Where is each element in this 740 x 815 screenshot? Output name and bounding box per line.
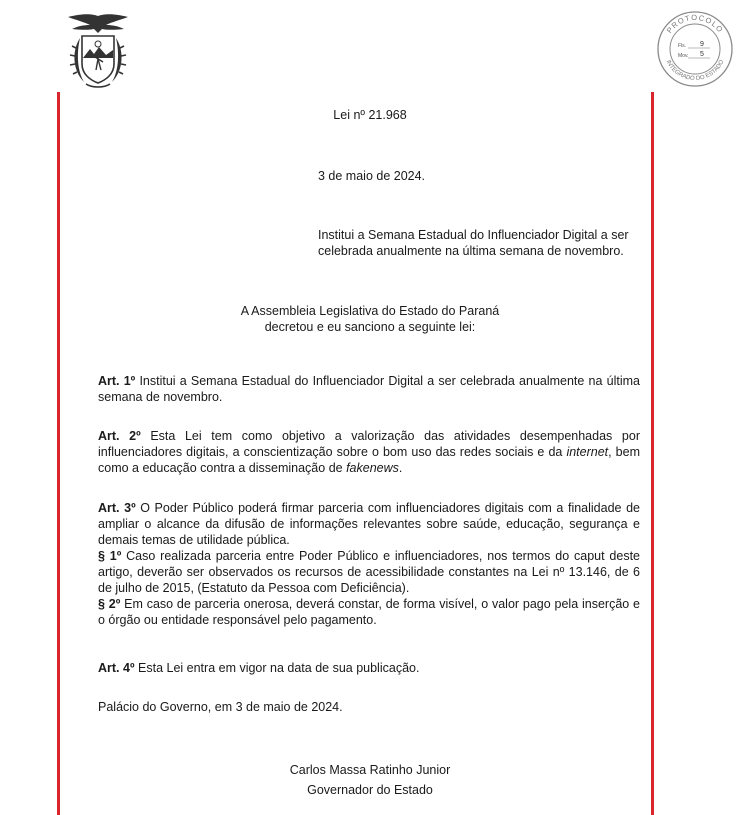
article-3-paragraph-2 [98, 596, 640, 628]
law-number: Lei nº 21.968 [333, 108, 407, 122]
article-3-text: O Poder Público poderá firmar parceria com influenciadores digitais com a finalidade de ampliar o alcance da difusão de informações relevantes sobre saúde, educação, segurança e demais temas de utilidade pública. [98, 501, 640, 547]
stamp-fls-label: Fls. [678, 43, 687, 49]
law-summary [318, 227, 648, 259]
article-2-text-b: , bem como a educação contra a disseminação de [98, 445, 640, 475]
protocol-stamp-icon [656, 10, 734, 88]
preamble-line-1: A Assembleia Legislativa do Estado do Paraná [240, 304, 500, 318]
article-3-paragraph-2-text: Em caso de parceria onerosa, deverá constar, de forma visível, o valor pago pela inserção e o órgão ou entidade responsável pelo pagamento. [98, 597, 640, 627]
article-1-text: Institui a Semana Estadual do Influenciador Digital a ser celebrada anualmente na última semana de novembro. [98, 374, 640, 404]
article-2-text-c: . [398, 461, 403, 475]
article-4 [98, 660, 640, 676]
right-margin-rule [651, 92, 654, 815]
article-2-text-a: Esta Lei tem como objetivo a valorização das atividades desempenhadas por influenciadores digitais, a conscientização sobre o bom uso das redes sociais e da [98, 429, 640, 459]
signer-name: Carlos Massa Ratinho Junior [289, 763, 451, 777]
article-1-label: Art. 1º [98, 374, 136, 388]
article-2 [98, 428, 640, 476]
article-3-paragraph-2-label: § 2º [98, 597, 121, 611]
article-2-fakenews: fakenews [346, 461, 399, 475]
article-3-paragraph-1 [98, 548, 640, 596]
stamp-fls-value: 9 [700, 41, 704, 48]
parana-coat-of-arms-icon [62, 12, 134, 92]
preamble-line-2: decretou e eu sanciono a seguinte lei: [264, 320, 476, 334]
stamp-bottom-text: INTEGRADO DO ESTADO [664, 59, 726, 83]
left-margin-rule [57, 92, 60, 815]
signature-block [0, 760, 740, 800]
law-date: 3 de maio de 2024. [318, 169, 426, 183]
article-4-text: Esta Lei entra em vigor na data de sua publicação. [138, 661, 420, 675]
article-3-paragraph-1-label: § 1º [98, 549, 122, 563]
article-2-internet: internet [566, 445, 609, 459]
stamp-mov-label: Mov. [678, 53, 689, 59]
article-3-paragraph-1-text: Caso realizada parceria entre Poder Público e influenciadores, nos termos do caput deste artigo, deverão ser observados os recursos de acessibilidade constantes na Lei nº 13.146, de 6 de julho de 2015, (Estatuto da Pessoa com Deficiência). [98, 549, 640, 595]
signer-title: Governador do Estado [307, 783, 433, 797]
article-2-label: Art. 2º [98, 429, 141, 443]
stamp-mov-value: 5 [700, 51, 704, 58]
article-3 [98, 500, 640, 628]
article-3-caput [98, 500, 640, 548]
article-1 [98, 373, 640, 405]
article-3-label: Art. 3º [98, 501, 136, 515]
preamble [0, 303, 740, 335]
article-4-label: Art. 4º [98, 661, 135, 675]
stamp-top-text: PROTOCOLO [664, 12, 726, 35]
closing: Palácio do Governo, em 3 de maio de 2024. [98, 700, 343, 714]
law-summary-line-2: celebrada anualmente na última semana de novembro. [318, 244, 624, 258]
law-summary-line-1: Institui a Semana Estadual do Influenciador Digital a ser [318, 228, 629, 242]
